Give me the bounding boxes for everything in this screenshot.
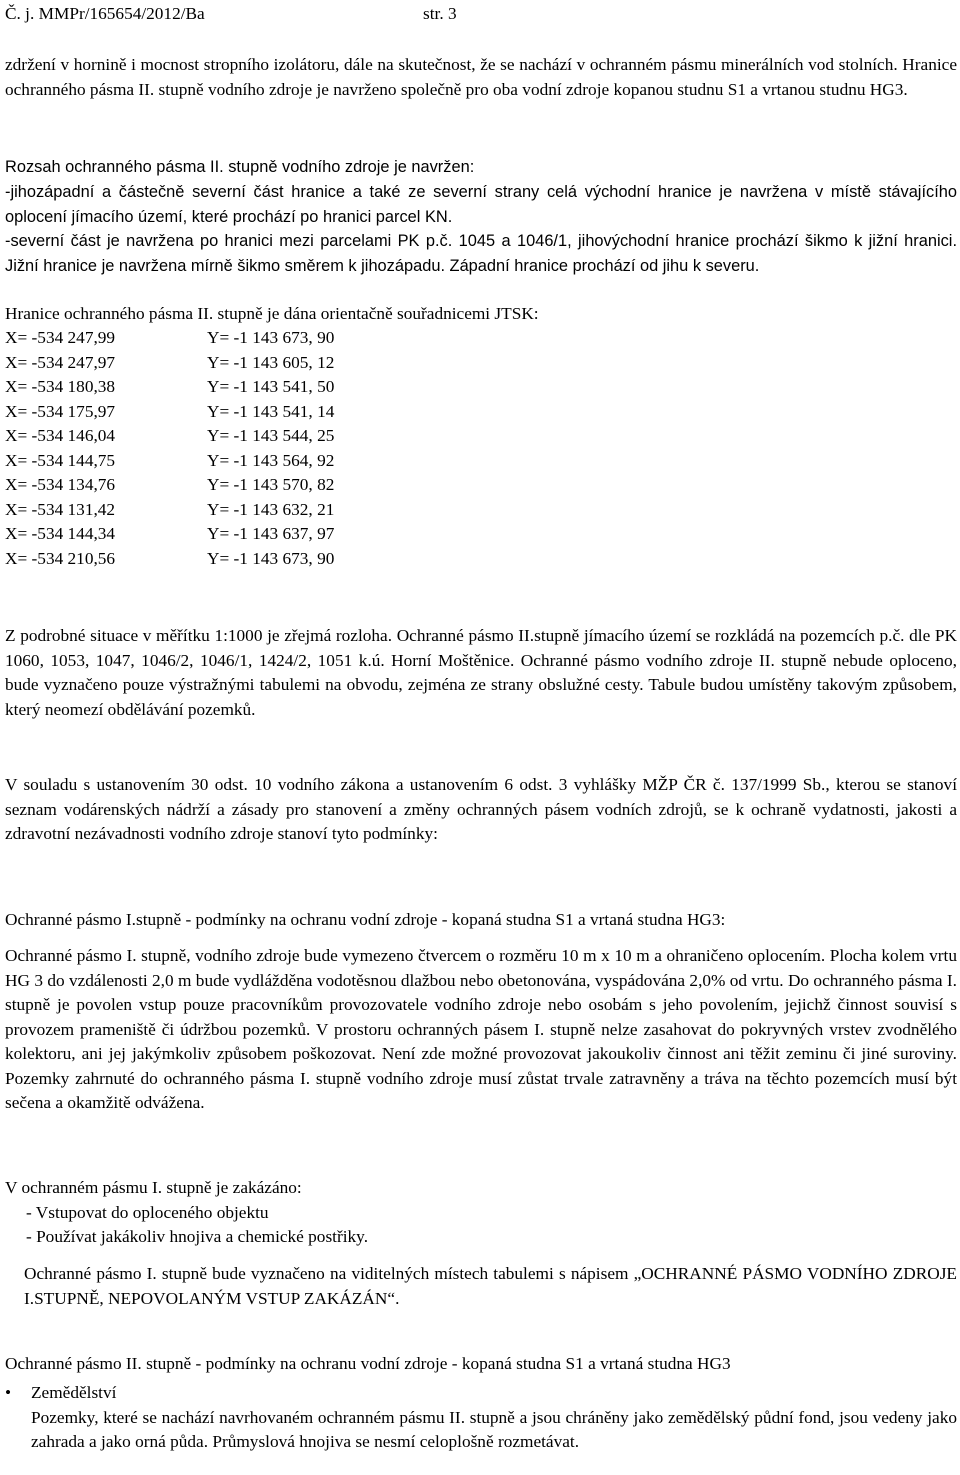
coordinate-x: X= -534 175,97	[5, 401, 116, 421]
coordinate-x: X= -534 144,75	[5, 450, 116, 470]
paragraph-intro: zdržení v hornině i mocnost stropního izolátoru, dále na skutečnost, že se nachází v ochranném pásmu minerálních vod stolních. Hranice ochranného pásma II. stupně vodního zdroje je navrženo společně pro oba vodní zdroje kopanou studnu S1 a vrtanou studnu HG3.	[5, 55, 957, 99]
paragraph-zone-1: Ochranné pásmo I. stupně, vodního zdroje bude vymezeno čtvercem o rozměru 10 m x 10 m a ohraničeno oplocením. Plocha kolem vrtu HG 3 do vzdálenosti 2,0 m bude vydlážděna vodotěsnou dlažbou nebo obetonována, vyspádována 2,0% od vrtu. Do ochranného pásma I. stupně je povolen vstup pouze pracovníkům provozovatele vodního zdroje nebo osobám s jeho povolením, jejichž činnost souvisí s provozem prameniště či údržbou pozemků. V prostoru ochranných pásem I. stupně nelze zasahovat do pokryvných vrstev zvodnělého kolektoru, ani jej jakýmkoliv způsobem poškozovat. Není zde možné provozovat jakoukoliv činnost ani těžit zeminu či jiné suroviny. Pozemky zahrnuté do ochranného pásma I. stupně vodního zdroje musí zůstat trvale zatravněny a tráva na těchto pozemcích musí být sečena a okamžitě odvážena.	[5, 946, 957, 1112]
coordinates-list	[5, 326, 505, 571]
coordinate-y: Y= -1 143 632, 21	[207, 499, 335, 519]
coordinate-y: Y= -1 143 673, 90	[207, 328, 335, 347]
page-number: str. 3	[423, 4, 457, 23]
coordinate-x: X= -534 131,42	[5, 499, 116, 519]
coordinate-row	[5, 473, 505, 498]
coordinate-y: Y= -1 143 673, 90	[207, 548, 335, 568]
coordinate-y: Y= -1 143 544, 25	[207, 426, 335, 445]
coordinate-row	[5, 351, 505, 376]
coordinate-x: X= -534 247,97	[5, 352, 116, 372]
coordinate-x: X= -534 180,38	[5, 377, 116, 396]
prohibited-title: V ochranném pásmu I. stupně je zakázáno:	[5, 1178, 302, 1197]
bullet-description: Pozemky, které se nachází navrhovaném ochranném pásmu II. stupně a jsou chráněny jako zemědělský půdní fond, jsou vedeny jako zahrada a jako orná půda. Průmyslová hnojiva se nesmí celoplošně rozmetávat.	[31, 1407, 957, 1451]
coordinate-row	[5, 326, 505, 351]
coordinate-y: Y= -1 143 570, 82	[207, 475, 335, 494]
bullet-title: Zemědělství	[31, 1383, 117, 1402]
scope-heading: Rozsah ochranného pásma II. stupně vodního zdroje je navržen:	[5, 158, 475, 176]
coordinate-row	[5, 498, 505, 523]
coordinate-y: Y= -1 143 637, 97	[207, 524, 335, 543]
paragraph-signage: Ochranné pásmo I. stupně bude vyznačeno na viditelných místech tabulemi s nápisem „OCHRANNÉ PÁSMO VODNÍHO ZDROJE I.STUPNĚ, NEPOVOLANÝM VSTUP ZAKÁZÁN“.	[24, 1264, 957, 1308]
prohibited-list	[5, 1176, 368, 1250]
coordinate-x: X= -534 144,34	[5, 524, 116, 543]
coordinate-row	[5, 400, 505, 425]
list-item: - Vstupovat do oploceného objektu	[26, 1202, 269, 1222]
coordinate-row	[5, 449, 505, 474]
coordinate-y: Y= -1 143 541, 14	[207, 401, 335, 421]
heading-zone-1: Ochranné pásmo I.stupně - podmínky na ochranu vodní zdroje - kopaná studna S1 a vrtaná studna HG3:	[5, 910, 726, 929]
coordinate-row	[5, 375, 505, 400]
coordinate-x: X= -534 134,76	[5, 475, 116, 494]
coordinate-row	[5, 547, 505, 572]
coordinate-y: Y= -1 143 564, 92	[207, 450, 335, 470]
list-item: - Používat jakákoliv hnojiva a chemické postřiky.	[26, 1227, 369, 1246]
scope-north: -severní část je navržena po hranici mezi parcelami PK p.č. 1045 a 1046/1, jihovýchodní hranice prochází šikmo k jižní hranici. Jižní hranice je navržena mírně šikmo směrem k jihozápadu. Západní hranice prochází od jihu k severu.	[5, 232, 957, 275]
paragraph-extent: Z podrobné situace v měřítku 1:1000 je zřejmá rozloha. Ochranné pásmo II.stupně jímacího území se rozkládá na pozemcích p.č. dle PK 1060, 1053, 1047, 1046/2, 1046/1, 1424/2, 1051 k.ú. Horní Moštěnice. Ochranné pásmo vodního zdroje II. stupně nebude oploceno, bude vyznačeno pouze výstražnými tabulemi na obvodu, zejména ze strany obslužné cesty. Tabule budou umístěny takovým způsobem, který neomezí obdělávání pozemků.	[5, 626, 957, 719]
heading-zone-2: Ochranné pásmo II. stupně - podmínky na ochranu vodní zdroje - kopaná studna S1 a vrtaná studna HG3	[5, 1354, 731, 1373]
document-reference: Č. j. MMPr/165654/2012/Ba	[5, 4, 205, 23]
coordinate-y: Y= -1 143 541, 50	[207, 377, 335, 396]
coordinate-row	[5, 424, 505, 449]
scope-southwest: -jihozápadní a částečně severní část hranice a také ze severní strany celá východní hranice je navržena v místě stávajícího oplocení jímacího území, které prochází po hranici parcel KN.	[5, 183, 957, 226]
coordinate-x: X= -534 146,04	[5, 426, 116, 445]
coordinate-x: X= -534 210,56	[5, 548, 116, 568]
coordinate-x: X= -534 247,99	[5, 328, 116, 347]
coordinate-y: Y= -1 143 605, 12	[207, 352, 335, 372]
coordinate-row	[5, 522, 505, 547]
bullet-icon: •	[5, 1383, 12, 1402]
coordinates-intro: Hranice ochranného pásma II. stupně je dána orientačně souřadnicemi JTSK:	[5, 304, 539, 323]
paragraph-legal-basis: V souladu s ustanovením 30 odst. 10 vodního zákona a ustanovením 6 odst. 3 vyhlášky MŽP ČR č. 137/1999 Sb., kterou se stanoví seznam vodárenských nádrží a zásady pro stanovení a změny ochranných pásem vodních zdrojů, se k ochraně vydatnosti, jakosti a zdravotní nezávadnosti vodního zdroje stanoví tyto podmínky:	[5, 775, 957, 843]
